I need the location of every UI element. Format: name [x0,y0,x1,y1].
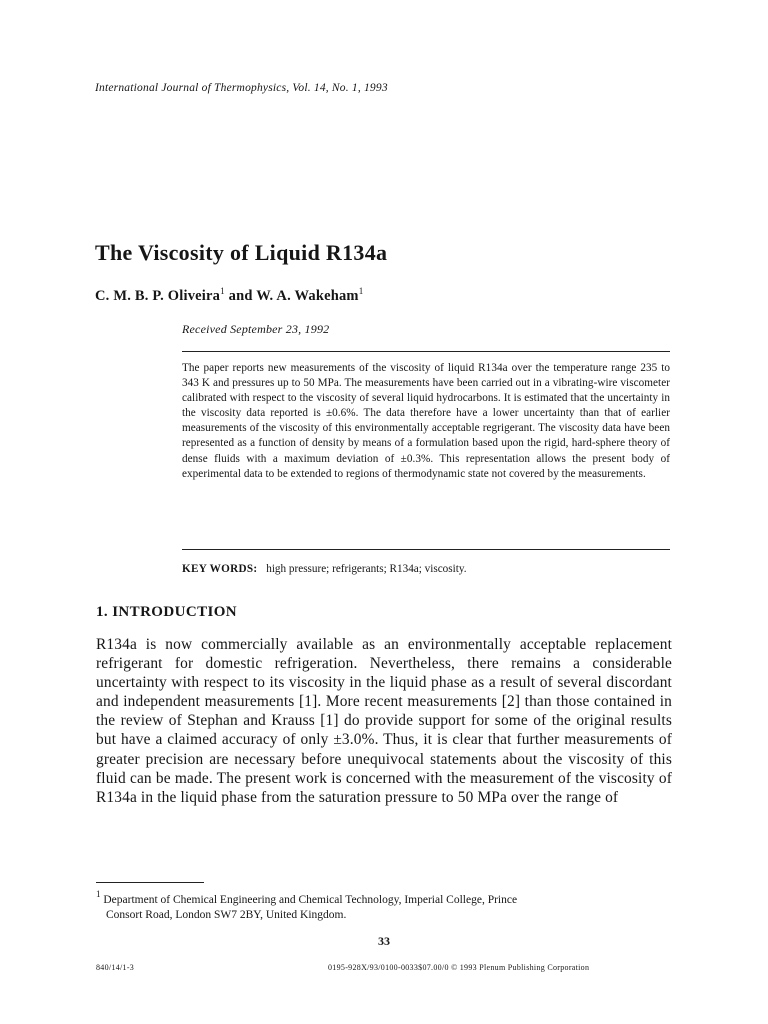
abstract-text: The paper reports new measurements of the viscosity of liquid R134a over the temperature range 235 to 343 K and pressures up to 50 MPa. The measurements have been carried out in a vibrating-wire viscometer calibrated with respect to the viscosity of several liquid hydrocarbons. It is estimated that the uncertainty in the viscosity data reported is ±0.6%. The data therefore have a lower uncertainty than that of earlier measurements of the viscosity of this environmentally acceptable regrigerant. The viscosity data have been represented as a function of density by means of a formulation based upon the rigid, hard-sphere theory of dense fluids with a maximum deviation of ±0.3%. This representation allows the present body of experimental data to be extended to regions of thermodynamic state not covered by the measurements. [182,362,670,480]
keywords-text: high pressure; refrigerants; R134a; viscosity. [266,563,467,575]
footnote-line-2: Consort Road, London SW7 2BY, United Kingdom. [106,909,347,921]
author-1-affiliation-mark: 1 [220,286,225,296]
abstract-bottom-rule [182,549,670,550]
copyright-line: 0195-928X/93/0100-0033$07.00/0 © 1993 Plenum Publishing Corporation [328,963,590,972]
page-number: 33 [378,934,390,948]
author-2-affiliation-mark: 1 [358,286,364,296]
footnote [96,889,672,923]
footnote-mark: 1 [96,889,101,899]
keywords-label: KEY WORDS: [182,563,258,575]
footnote-line-1: $^1$ Department of Chemical Engineering and Chemical Technology, Imperial College, Prince [96,889,518,906]
keywords [182,563,467,575]
author-1: C. M. B. P. Oliveira [95,288,221,304]
paper-title: The Viscosity of Liquid R134a [95,240,388,265]
author-conjunction: and [228,288,253,304]
abstract-top-rule [182,351,670,352]
intro-paragraph: R134a is now commercially available as an environmentally acceptable replacement refrigerant for domestic refrigeration. Nevertheless, there remains a considerable uncertainty with respect to its viscosity in the liquid phase as a result of several discordant and independent measurements [1]. More recent measurements [2] than those contained in the review of Stephan and Krauss [1] do provide support for some of the original results but have a claimed accuracy of only ±3.0%. Thus, it is clear that further measurements of greater precision are necessary before unequivocal statements about the viscosity of this fluid can be made. The present work is concerned with the measurement of the viscosity of R134a in the liquid phase from the saturation pressure to 50 MPa over the range of [96,636,672,806]
journal-header: International Journal of Thermophysics, Vol. 14, No. 1, 1993 [95,82,388,94]
author-2: W. A. Wakeham [256,288,359,304]
bottom-left-code: 840/14/1-3 [96,963,135,972]
received-date: Received September 23, 1992 [182,322,330,336]
footnote-rule [96,882,204,883]
section-heading: 1. INTRODUCTION [96,604,238,620]
author-line [95,288,363,305]
